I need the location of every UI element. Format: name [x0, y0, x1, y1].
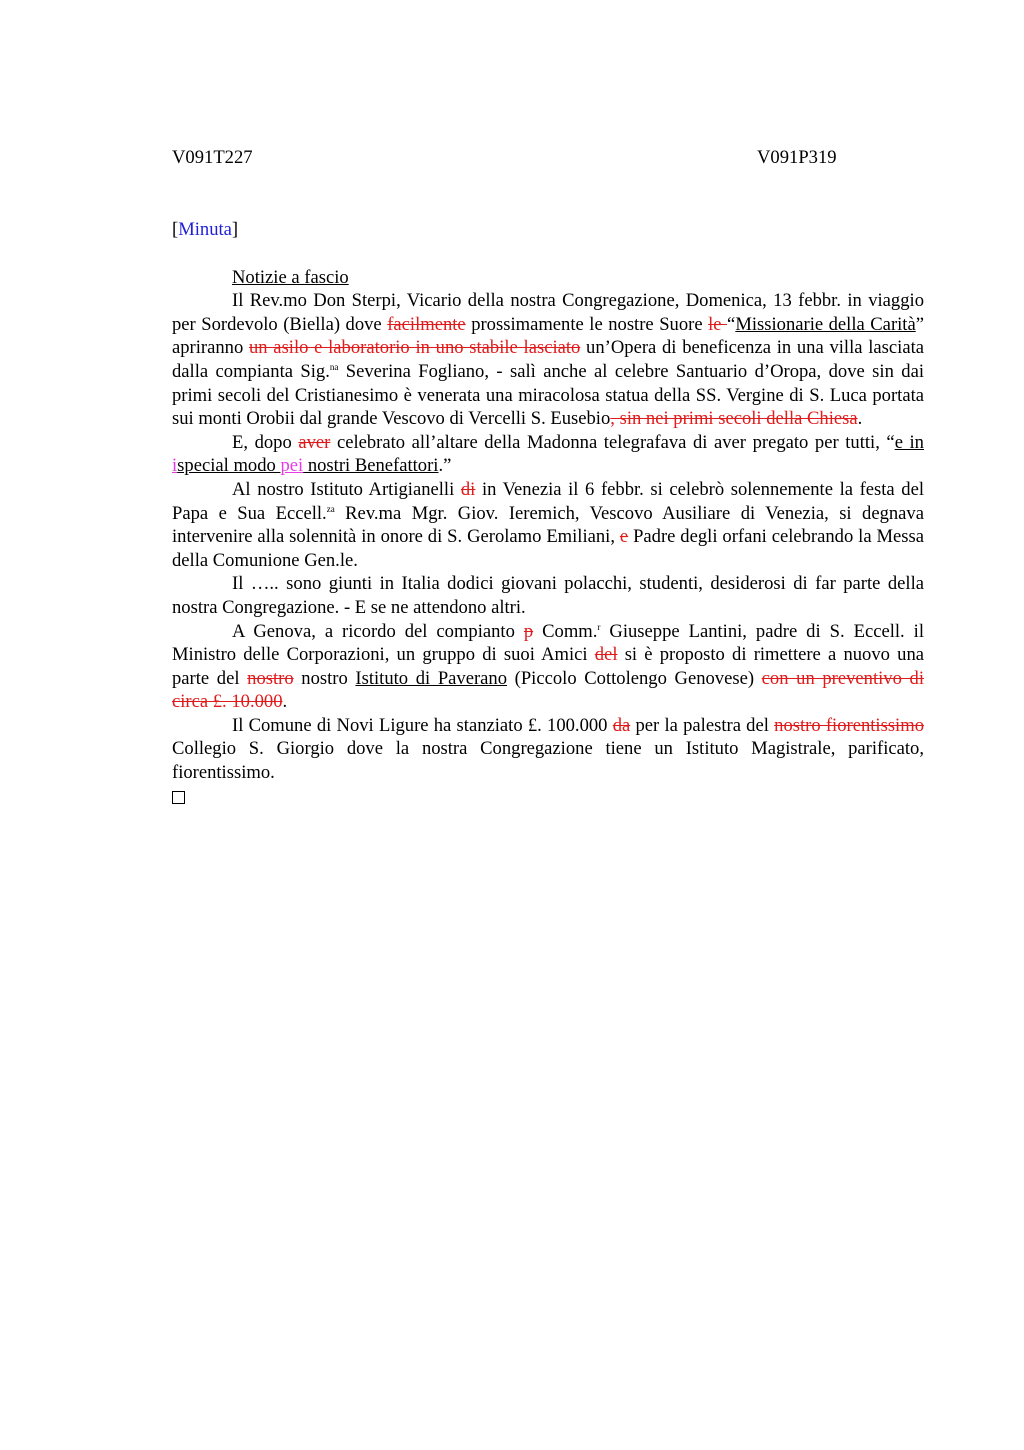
minuta-label	[172, 218, 924, 242]
text-run: Padre degli orfani celebrando la Messa della Comunione Gen.le.	[172, 526, 924, 571]
document-header	[172, 146, 924, 170]
text-run: per la palestra del	[630, 714, 775, 736]
text-run: Il ….. sono giunti in Italia dodici giovani polacchi, studenti, desiderosi di far parte della nostra Congregazione. - E se ne attendono altri.	[172, 573, 924, 618]
text-run: si è proposto di rimettere a nuovo una parte del	[172, 644, 924, 689]
underlined-text: e in	[894, 431, 924, 453]
text-run: Rev.ma Mgr. Giov. Ieremich, Vescovo Ausiliare di Venezia, si degnava intervenire alla solennità in onore di S. Gerolamo Emiliani,	[172, 502, 924, 548]
corrected-text: pei	[280, 455, 304, 477]
end-marker-box	[172, 791, 185, 804]
text-run: un’Opera di beneficenza in una villa lasciata dalla compianta Sig.	[172, 337, 924, 382]
text-run: Collegio S. Giorgio dove la nostra Congregazione tiene un Istituto Magistrale, parificato, fiorentissimo.	[172, 738, 924, 784]
text-run: Il Rev.mo Don Sterpi, Vicario della nostra Congregazione, Domenica, 13 febbr. in viaggio per Sordevolo (Biella) dove	[172, 290, 924, 335]
paragraph-sterpi	[172, 289, 924, 431]
superscript: za	[326, 503, 335, 514]
text-run: ” apriranno	[172, 313, 924, 359]
text-run: celebrato all’altare della Madonna telegrafava di aver pregato per tutti, “	[330, 431, 895, 453]
editorial-note: Minuta	[178, 219, 232, 240]
text-run: nostro	[293, 667, 356, 689]
document-code: V091T227	[172, 147, 253, 168]
text-run: Severina Fogliano, - salì anche al celebre Santuario d’Oropa, dove sin dai primi secoli del Cristianesimo è venerata una miracolosa statua della SS. Vergine di S. Luca portata sui monti Orobii dal grande Vescovo di Vercelli S. Eusebio	[172, 360, 924, 430]
superscript: r	[597, 621, 601, 632]
text-run: (Piccolo Cottolengo Genovese)	[507, 667, 762, 689]
superscript: na	[329, 361, 339, 372]
deleted-text: aver	[298, 431, 331, 453]
page-code: V091P319	[757, 147, 837, 168]
paragraph-telegram	[172, 431, 924, 478]
document-page	[172, 146, 924, 804]
text-run: A Genova, a ricordo del compianto	[232, 620, 524, 642]
paragraph-novi	[172, 714, 924, 785]
text-run: Giuseppe Lantini, padre di S. Eccell. il Ministro delle Corporazioni, un gruppo di suoi Amici	[172, 620, 924, 666]
text-run: Al nostro Istituto Artigianelli	[232, 478, 461, 500]
paragraph-genova	[172, 620, 924, 714]
text-run: prossimamente le nostre Suore	[465, 313, 709, 335]
corrected-text: i	[172, 455, 178, 477]
text-run: E, dopo	[232, 431, 299, 453]
deleted-text: con un preventivo di circa £. 10.000	[172, 667, 924, 713]
text-run: in Venezia il 6 febbr. si celebrò solennemente la festa del Papa e Sua Eccell.	[172, 478, 925, 524]
deleted-text: del	[594, 644, 618, 666]
text-run: Comm.	[533, 620, 598, 642]
deleted-text: nostro	[247, 667, 294, 689]
text-run: .	[857, 408, 863, 430]
deleted-text: nostro fiorentissimo	[774, 714, 924, 736]
title-text: Notizie a fascio	[232, 266, 349, 288]
deleted-text: facilmente	[387, 313, 466, 335]
deleted-text: p	[523, 620, 534, 642]
deleted-text: e	[619, 526, 629, 548]
underlined-text: Missionarie della Carità	[735, 313, 916, 335]
section-title	[172, 266, 924, 290]
deleted-text: un asilo e laboratorio in uno stabile lasciato	[248, 337, 581, 359]
text-run: “	[727, 313, 736, 335]
text-run: .	[282, 691, 288, 713]
deleted-text: da	[612, 714, 631, 736]
paragraph-polacchi	[172, 572, 924, 619]
text-run: Il Comune di Novi Ligure ha stanziato £. 100.000	[232, 714, 613, 736]
deleted-text: , sin nei primi secoli della Chiesa	[610, 408, 858, 430]
paragraph-venezia	[172, 478, 924, 572]
underlined-text: special modo	[177, 455, 281, 477]
bracket-open: [	[172, 219, 179, 240]
underlined-text: Istituto di Paverano	[355, 667, 508, 689]
underlined-text: nostri Benefattori	[303, 455, 439, 477]
text-run: .”	[438, 455, 452, 477]
bracket-close: ]	[231, 219, 239, 240]
deleted-text: di	[460, 478, 476, 500]
deleted-text: le	[708, 313, 728, 335]
